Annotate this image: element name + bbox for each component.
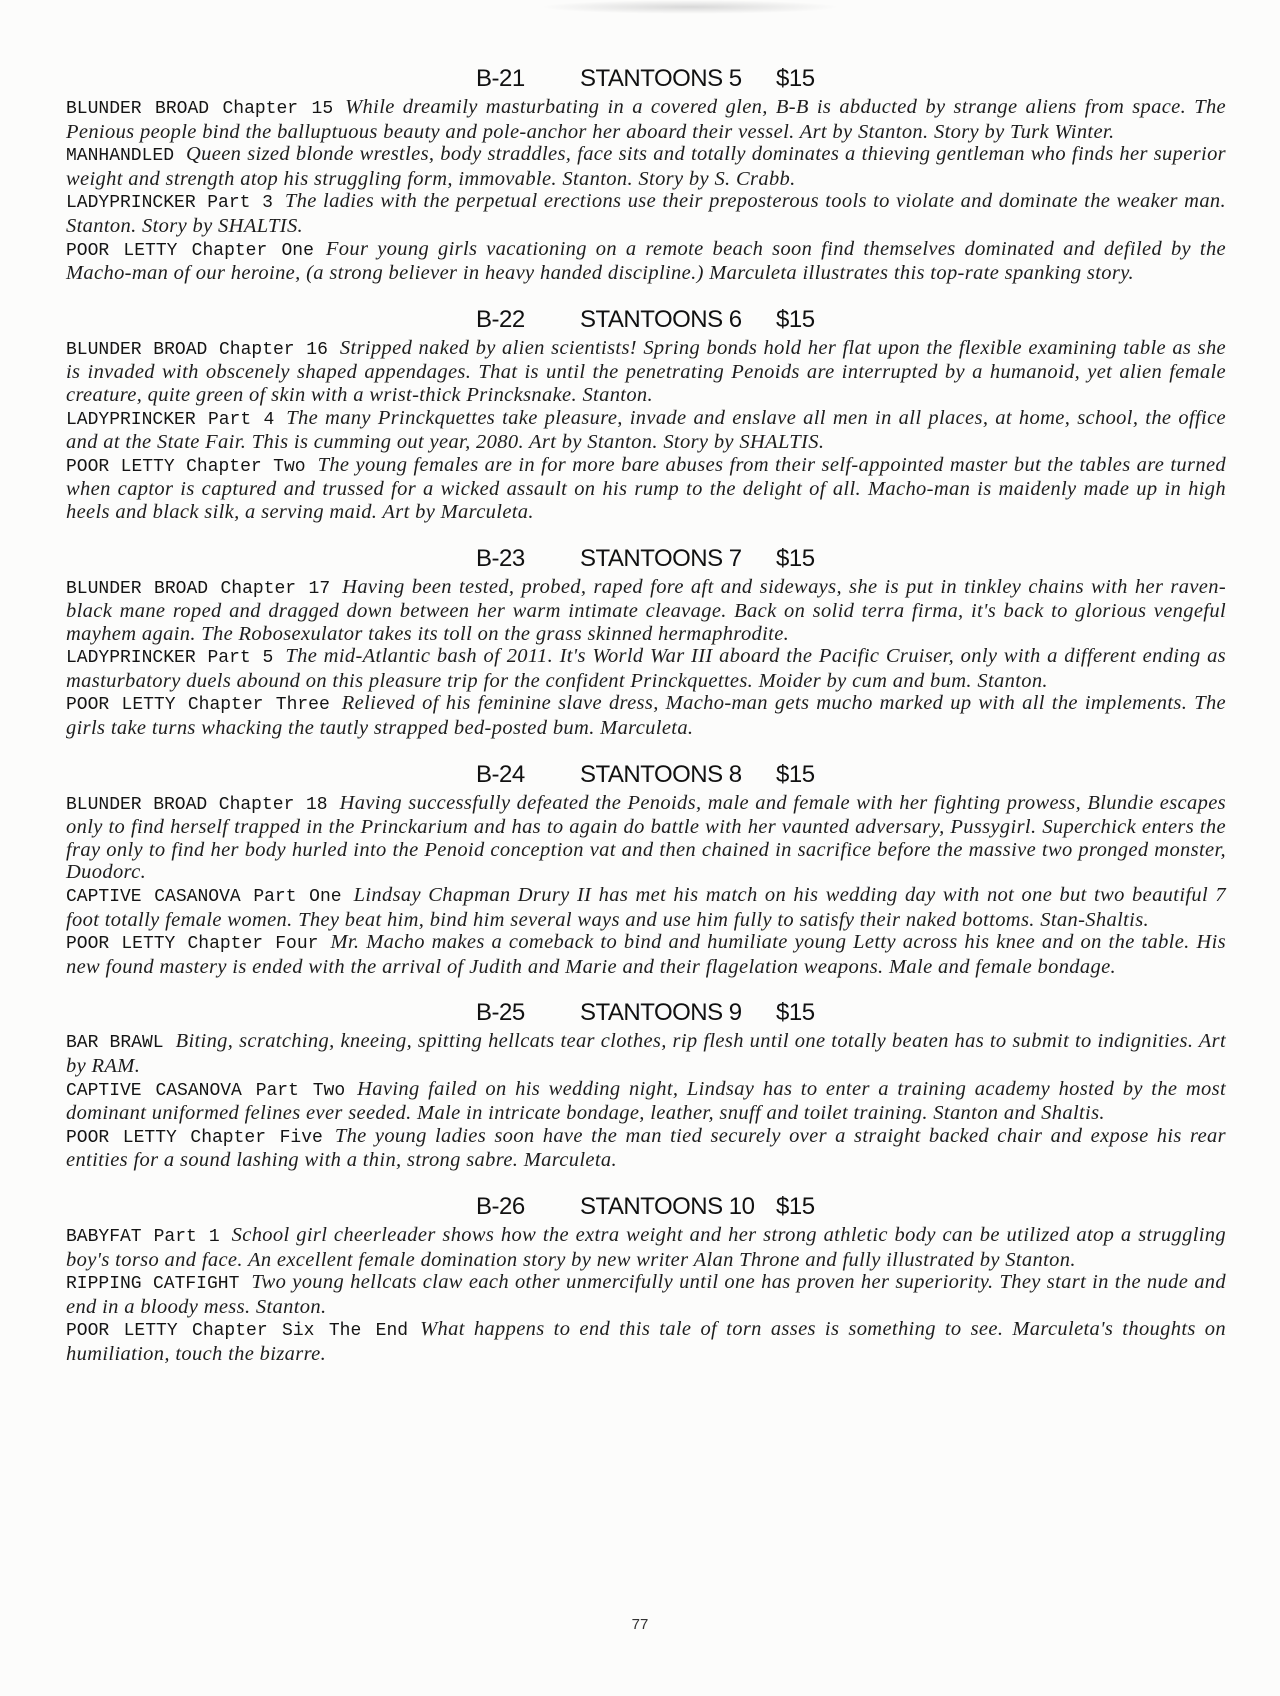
catalog-entry [66, 1030, 1226, 1077]
catalog-entry [66, 1125, 1226, 1172]
entry-title: POOR LETTY Chapter Three [66, 695, 330, 716]
catalog-entry [66, 692, 1226, 739]
page-number: 77 [631, 1616, 649, 1633]
entry-description: While dreamily masturbating in a covered glen, B-B is abducted by strange aliens from space. The Penious people bind the balluptuous beauty and pole-anchor her aboard their vessel. Art by Stanton. Story by Turk Winter. [66, 96, 1226, 143]
catalog-entry [66, 1224, 1226, 1271]
catalog-entry [66, 96, 1226, 143]
entry-description: The many Princkquettes take pleasure, invade and enslave all men in all places, at home, school, the office and at the State Fair. This is cumming out year, 2080. Art by Stanton. Story by SHALTIS. [66, 406, 1227, 454]
section-header [476, 996, 1226, 1030]
entry-description: Biting, scratching, kneeing, spitting hellcats tear clothes, rip flesh until one totally beaten has to submit to indignities. Art by RAM. [66, 1030, 1226, 1077]
catalog-entry [66, 1078, 1226, 1125]
catalog-section [66, 758, 1226, 979]
catalog-section [66, 542, 1226, 740]
entry-title: BLUNDER BROAD Chapter 16 [66, 339, 328, 360]
entry-title: BLUNDER BROAD Chapter 15 [66, 99, 334, 119]
section-header [476, 62, 1226, 96]
entry-title: LADYPRINCKER Part 3 [66, 193, 273, 214]
section-title: STANTOONS 8 [580, 760, 742, 788]
catalog-entry [66, 238, 1226, 285]
section-price: $15 [776, 544, 815, 572]
entry-title: POOR LETTY Chapter One [66, 240, 314, 261]
entry-description: Stripped naked by alien scientists! Spring bonds hold her flat upon the flexible examining table as she is invaded with obscenely shaped appendages. That is until the penetrating Penoids are interrupted by a humanoid, yet alien female creature, quite green of skin with a wrist-thick Princksnake. Stanton. [66, 336, 1226, 406]
entry-title: POOR LETTY Chapter Five [66, 1127, 323, 1148]
entry-description: The ladies with the perpetual erections use their preposterous tools to violate and dominate the weaker man. Stanton. Story by SHALTIS. [66, 190, 1226, 237]
catalog-entry [66, 645, 1226, 692]
section-code: B-25 [476, 999, 525, 1027]
entry-title: POOR LETTY Chapter Two [66, 456, 306, 477]
entry-title: CAPTIVE CASANOVA Part One [66, 887, 342, 908]
entry-title: BABYFAT Part 1 [66, 1226, 220, 1247]
section-title: STANTOONS 10 [580, 1192, 755, 1220]
section-header [476, 303, 1226, 337]
entry-description: Relieved of his feminine slave dress, Macho-man gets mucho marked up with all the implements. The girls take turns whacking the tautly strapped bed-posted bum. Marculeta. [66, 692, 1226, 740]
section-title: STANTOONS 7 [580, 544, 742, 572]
section-price: $15 [776, 760, 815, 788]
entry-title: LADYPRINCKER Part 5 [66, 648, 274, 669]
entry-description: Queen sized blonde wrestles, body straddles, face sits and totally dominates a thieving gentleman who finds her superior weight and strength atop his struggling form, immovable. Stanton. Story by S. Crabb. [66, 143, 1226, 190]
catalog-entry [66, 337, 1226, 407]
section-price: $15 [776, 65, 815, 92]
section-price: $15 [776, 999, 815, 1027]
catalog-entry [66, 1318, 1226, 1365]
entry-title: BLUNDER BROAD Chapter 17 [66, 578, 331, 599]
section-header [476, 542, 1226, 576]
entry-description: Two young hellcats claw each other unmercifully until one has proven her superiority. They start in the nude and end in a bloody mess. Stanton. [66, 1271, 1226, 1318]
entry-title: BLUNDER BROAD Chapter 18 [66, 794, 328, 815]
section-code: B-26 [476, 1192, 525, 1220]
entry-description: Lindsay Chapman Drury II has met his match on his wedding day with not one but two beautiful 7 foot totally female women. They beat him, bind him several ways and use him fully to satisfy their naked bottoms. Stan-Shaltis. [66, 884, 1226, 931]
section-header [476, 758, 1226, 792]
entry-description: What happens to end this tale of torn asses is something to see. Marculeta's thoughts on humiliation, touch the bizarre. [66, 1318, 1226, 1365]
entry-description: The mid-Atlantic bash of 2011. It's World War III aboard the Pacific Cruiser, only with a different ending as masturbatory duels abound on this pleasure trip for the confident Princkquettes. Moider by cum and bum. Stanton. [66, 645, 1226, 692]
entry-title: MANHANDLED [66, 146, 175, 167]
entry-title: POOR LETTY Chapter Four [66, 934, 319, 955]
entry-description: Having been tested, probed, raped fore aft and sideways, she is put in tinkley chains with her raven-black mane roped and dragged down between her warm intimate cleavage. Back on solid terra firma, it's back to glorious vengeful mayhem again. The Robosexulator takes its toll on the grass skinned hermaphrodite. [66, 575, 1226, 645]
entry-title: CAPTIVE CASANOVA Part Two [66, 1080, 346, 1101]
entry-title: BAR BRAWL [66, 1033, 164, 1054]
catalog-section [66, 1190, 1226, 1366]
catalog-section [66, 996, 1226, 1172]
scan-smudge [540, 0, 840, 14]
catalog-entry [66, 931, 1226, 978]
section-code: B-22 [476, 305, 525, 333]
catalog-entry [66, 792, 1226, 884]
entry-description: The young females are in for more bare abuses from their self-appointed master but the tables are turned when captor is captured and trussed for a wicked assault on his rump to the delight of all. Macho-man is maidenly made up in high heels and black silk, a serving maid. Art by Marculeta. [66, 453, 1226, 523]
section-title: STANTOONS 6 [580, 305, 742, 333]
catalog-section [66, 303, 1226, 524]
section-title: STANTOONS 9 [580, 999, 742, 1027]
catalog-entry [66, 407, 1226, 454]
catalog-entry [66, 454, 1226, 524]
entry-description: Four young girls vacationing on a remote beach soon find themselves dominated and defiled by the Macho-man of our heroine, (a strong believer in heavy handed discipline.) Marculeta illustrates this top-rate spanking story. [66, 237, 1226, 285]
section-code: B-24 [476, 760, 525, 788]
entry-title: LADYPRINCKER Part 4 [66, 409, 275, 430]
section-title: STANTOONS 5 [580, 65, 742, 92]
section-code: B-23 [476, 544, 525, 572]
catalog-entry [66, 884, 1226, 931]
entry-description: Mr. Macho makes a comeback to bind and humiliate young Letty across his knee and on the table. His new found mastery is ended with the arrival of Judith and Marie and their flagelation weapons. Male and female bondage. [66, 931, 1226, 978]
entry-title: RIPPING CATFIGHT [66, 1274, 240, 1295]
entry-description: Having successfully defeated the Penoids, male and female with her fighting prowess, Blundie escapes only to find herself trapped in the Princkarium and has to again do battle with her vaunted adversary, Pussygirl. Superchick enters the fray only to find her body hurled into the Penoid conception vat and then chained in sacrifice before the massive two pronged monster, Duodorc. [66, 791, 1226, 884]
section-header [476, 1190, 1226, 1224]
catalog-entry [66, 190, 1226, 237]
entry-description: Having failed on his wedding night, Lindsay has to enter a training academy hosted by the most dominant uniformed felines ever seeded. Male in intricate bondage, leather, snuff and toilet training. Stanton and Shaltis. [66, 1077, 1226, 1125]
catalog-entry [66, 576, 1226, 646]
catalog-entry [66, 143, 1226, 190]
entry-title: POOR LETTY Chapter Six The End [66, 1321, 409, 1342]
catalog-listing [66, 62, 1226, 1384]
section-code: B-21 [476, 65, 525, 92]
entry-description: The young ladies soon have the man tied securely over a straight backed chair and expose his rear entities for a sound lashing with a thin, strong sabre. Marculeta. [66, 1124, 1226, 1172]
section-price: $15 [776, 1192, 815, 1220]
section-price: $15 [776, 305, 815, 333]
catalog-entry [66, 1271, 1226, 1318]
catalog-section [66, 62, 1226, 285]
entry-description: School girl cheerleader shows how the extra weight and her strong athletic body can be utilized atop a struggling boy's torso and face. An excellent female domination story by new writer Alan Throne and fully illustrated by Stanton. [66, 1223, 1226, 1271]
